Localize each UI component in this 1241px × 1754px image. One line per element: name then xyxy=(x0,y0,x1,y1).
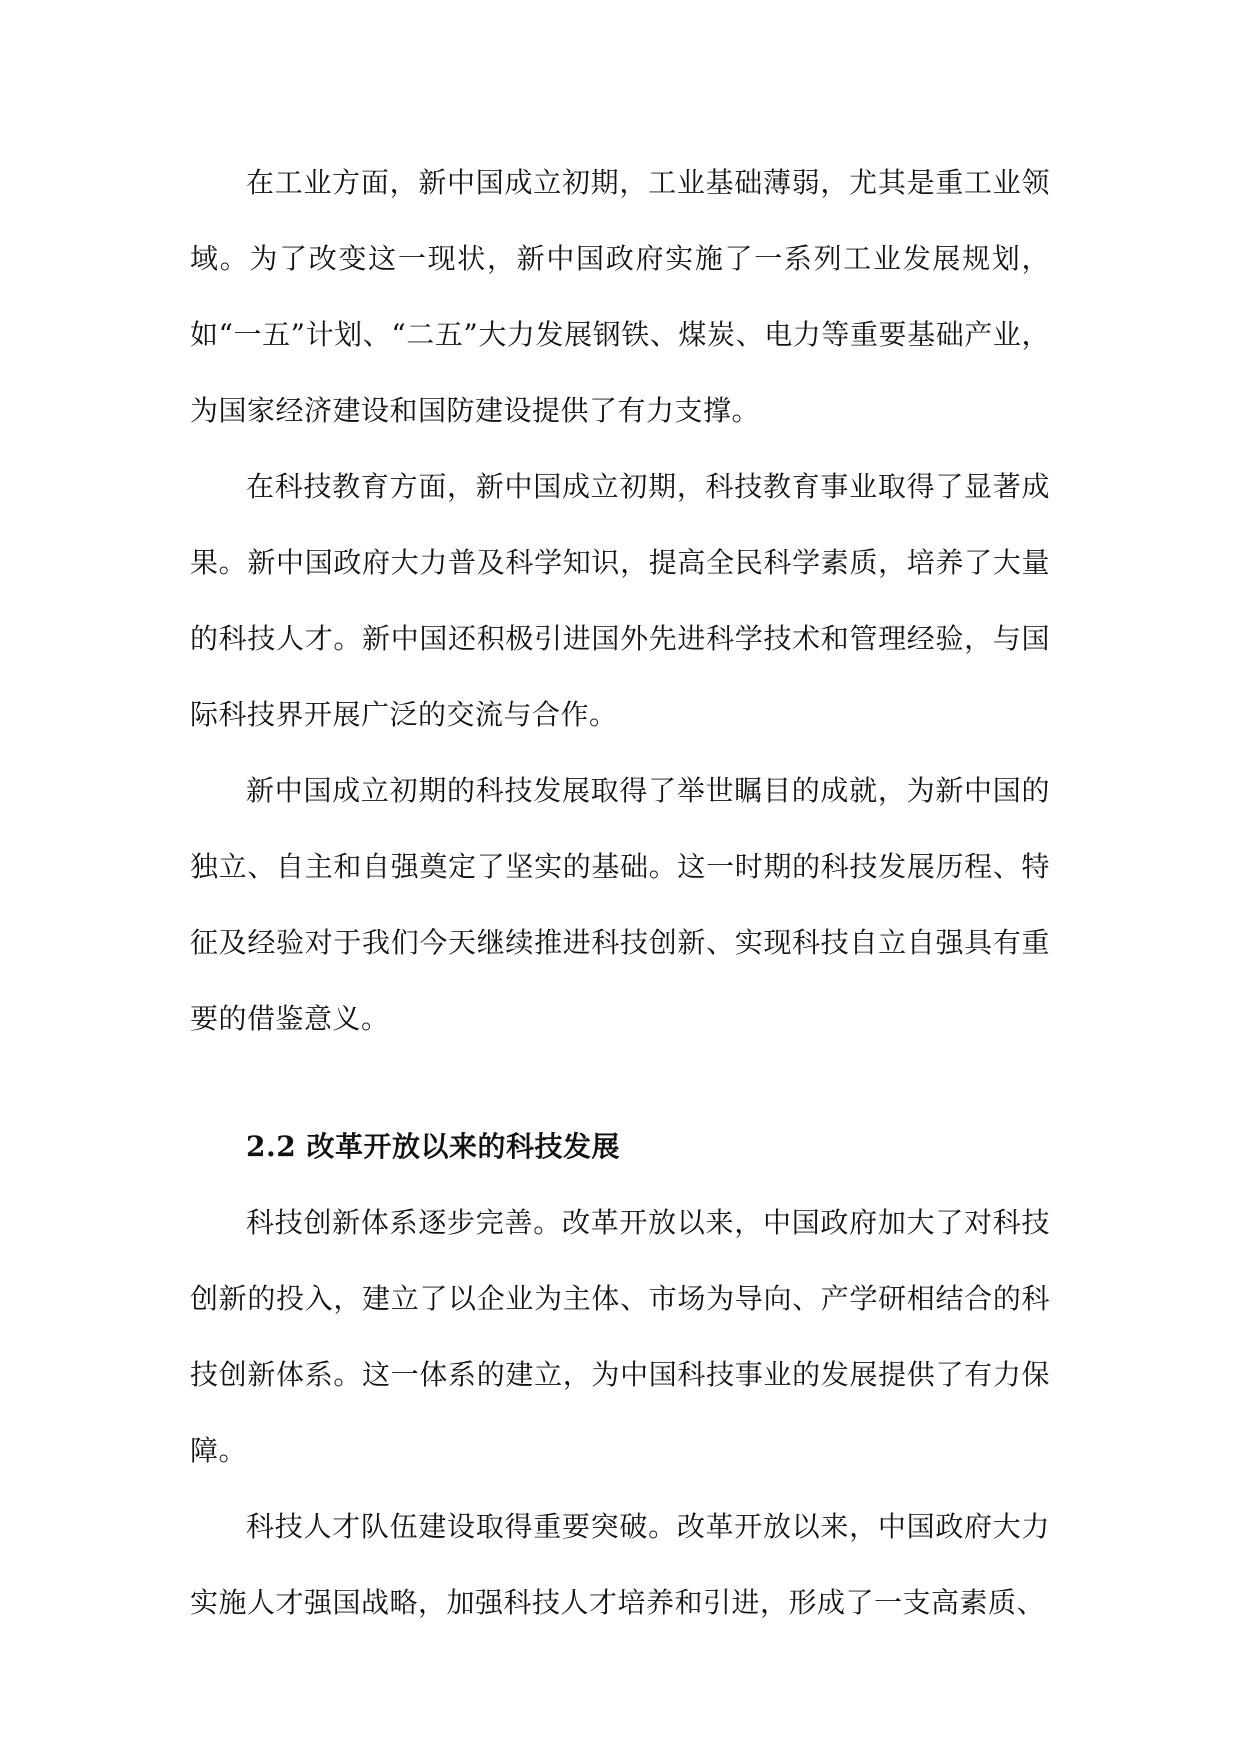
section-heading: 2.2 改革开放以来的科技发展 xyxy=(246,1130,620,1163)
paragraph-industry: 在工业方面，新中国成立初期，工业基础薄弱，尤其是重工业领域。为了改变这一现状，新中国政府实施了一系列工业发展规划，如“一五”计划、“二五”大力发展钢铁、煤炭、电力等重要基础产业，为国家经济建设和国防建设提供了有力支撑。 xyxy=(190,166,1050,427)
document-body xyxy=(190,145,1050,1641)
paragraph-innovation-system: 科技创新体系逐步完善。改革开放以来，中国政府加大了对科技创新的投入，建立了以企业为主体、市场为导向、产学研相结合的科技创新体系。这一体系的建立，为中国科技事业的发展提供了有力保障。 xyxy=(190,1206,1050,1467)
paragraph-science-education: 在科技教育方面，新中国成立初期，科技教育事业取得了显著成果。新中国政府大力普及科学知识，提高全民科学素质，培养了大量的科技人才。新中国还积极引进国外先进科学技术和管理经验，与国际科技界开展广泛的交流与合作。 xyxy=(190,470,1050,731)
paragraph-early-achievements: 新中国成立初期的科技发展取得了举世瞩目的成就，为新中国的独立、自主和自强奠定了坚实的基础。这一时期的科技发展历程、特征及经验对于我们今天继续推进科技创新、实现科技自立自强具有重要的借鉴意义。 xyxy=(190,774,1050,1035)
paragraph-talent-team: 科技人才队伍建设取得重要突破。改革开放以来，中国政府大力实施人才强国战略，加强科技人才培养和引进，形成了一支高素质、 xyxy=(190,1510,1050,1619)
